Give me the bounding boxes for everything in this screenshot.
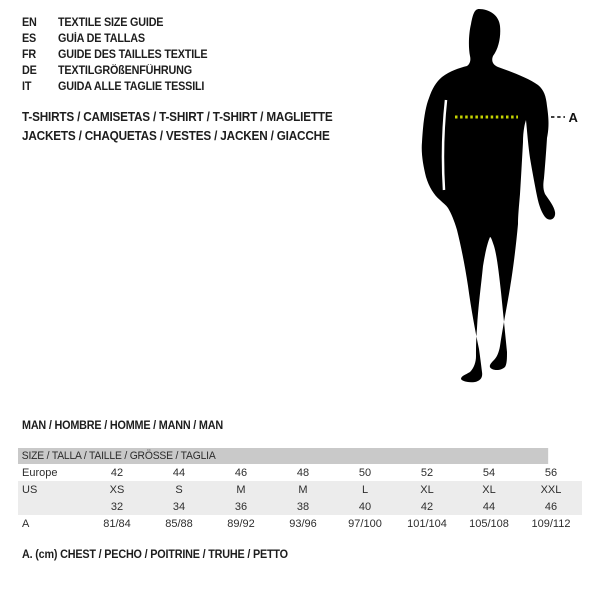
size-cell: XL <box>482 483 496 496</box>
size-cell: 36 <box>234 500 248 513</box>
table-row-numeric <box>18 498 582 515</box>
size-cell: 105/108 <box>469 517 509 530</box>
language-title: GUIDA ALLE TAGLIE TESSILI <box>58 81 205 93</box>
category-line-tshirts: T-SHIRTS / CAMISETAS / T-SHIRT / T-SHIRT / MAGLIETTE <box>22 110 333 124</box>
language-row <box>22 63 217 79</box>
size-cell: 38 <box>296 500 310 513</box>
language-code: FR <box>22 49 37 61</box>
size-cell: 32 <box>110 500 124 513</box>
man-figure <box>415 8 585 386</box>
size-cell: 97/100 <box>348 517 382 530</box>
size-cell: 46 <box>544 500 558 513</box>
table-row-us <box>18 481 582 498</box>
language-row <box>22 79 217 95</box>
size-cell: M <box>298 483 308 496</box>
size-table <box>18 448 582 532</box>
size-cell: M <box>236 483 246 496</box>
size-cell: 44 <box>482 500 496 513</box>
row-label: US <box>22 483 38 496</box>
footnote-chest: A. (cm) CHEST / PECHO / POITRINE / TRUHE / PETTO <box>22 549 288 561</box>
size-cell: 109/112 <box>531 517 571 530</box>
size-cell: 34 <box>172 500 186 513</box>
language-title: TEXTILE SIZE GUIDE <box>58 17 164 29</box>
size-cell: 40 <box>358 500 372 513</box>
language-list <box>22 15 217 95</box>
size-cell: XS <box>109 483 125 496</box>
size-cell: 85/88 <box>165 517 193 530</box>
language-title: TEXTILGRÖßENFÜHRUNG <box>58 65 192 77</box>
size-cell: 56 <box>544 466 558 479</box>
section-title-man: MAN / HOMBRE / HOMME / MANN / MAN <box>22 420 223 432</box>
man-silhouette-shape <box>422 9 555 382</box>
language-row <box>22 31 217 47</box>
size-cell: XL <box>420 483 434 496</box>
language-code: EN <box>22 17 37 29</box>
language-row <box>22 47 217 63</box>
size-cell: 42 <box>420 500 434 513</box>
category-line-jackets: JACKETS / CHAQUETAS / VESTES / JACKEN / GIACCHE <box>22 129 330 143</box>
size-table-header: SIZE / TALLA / TAILLE / GRÖSSE / TAGLIA <box>18 448 548 464</box>
table-row-europe <box>18 464 582 481</box>
language-code: ES <box>22 33 37 45</box>
size-cell: 44 <box>172 466 186 479</box>
row-label: A <box>22 517 30 530</box>
size-cell: 46 <box>234 466 248 479</box>
man-silhouette <box>415 8 585 386</box>
language-code: IT <box>22 81 32 93</box>
size-cell: 81/84 <box>103 517 131 530</box>
size-cell: 93/96 <box>289 517 317 530</box>
size-cell: 52 <box>420 466 434 479</box>
row-label: Europe <box>22 466 58 479</box>
measure-label-a: A <box>568 110 578 125</box>
language-row <box>22 15 217 31</box>
size-cell: 48 <box>296 466 310 479</box>
size-cell: L <box>361 483 369 496</box>
category-block <box>22 108 352 146</box>
size-cell: XXL <box>540 483 562 496</box>
size-cell: 101/104 <box>407 517 447 530</box>
size-cell: 54 <box>482 466 496 479</box>
size-cell: 50 <box>358 466 372 479</box>
language-code: DE <box>22 65 37 77</box>
language-title: GUÍA DE TALLAS <box>58 33 145 45</box>
size-cell: 89/92 <box>227 517 255 530</box>
size-cell: S <box>175 483 183 496</box>
table-row-chest-a <box>18 515 582 532</box>
size-cell: 42 <box>110 466 124 479</box>
language-title: GUIDE DES TAILLES TEXTILE <box>58 49 208 61</box>
